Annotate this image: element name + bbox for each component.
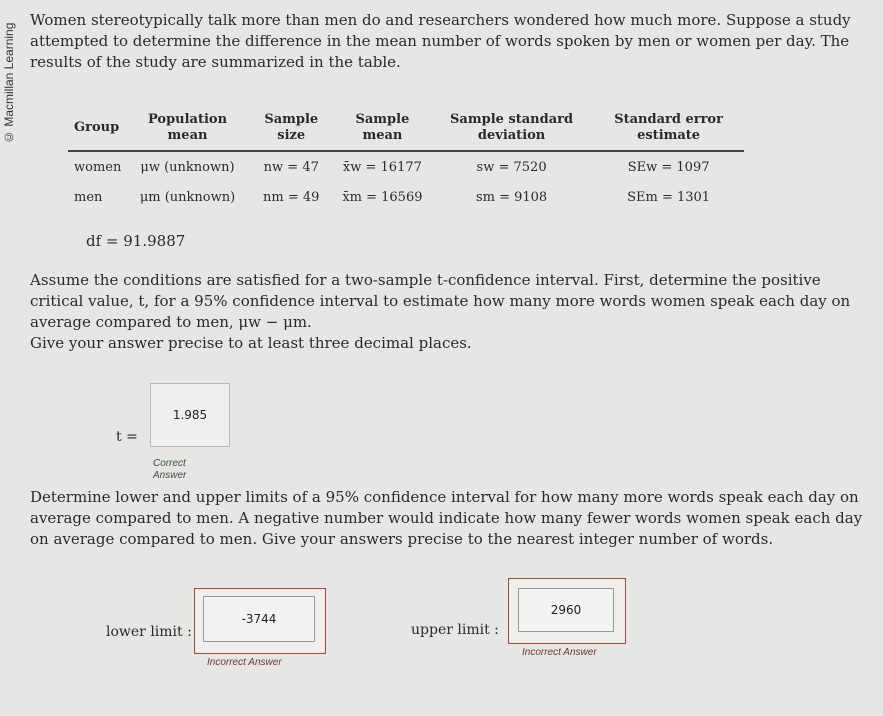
lower-limit-label: lower limit : [106,624,192,640]
problem-intro: Women stereotypically talk more than men do and researchers wondered how much more. Suppose a study attempted to determine the difference in the mean number of words spoken by men or women per day. The results of the study are summarized in the table. [30,11,851,71]
t-label: t = [116,429,138,445]
table-row [68,151,744,182]
table-row [68,182,744,212]
cell-population-mean: μm (unknown) [139,189,236,205]
summary-table [68,108,744,212]
cell-group: men [74,189,103,205]
cell-sample-mean: x̄m = 16569 [342,189,423,205]
header-group: Group [68,108,127,151]
cell-sample-mean: x̄w = 16177 [342,159,422,175]
header-sample-size: Sample size [248,108,335,151]
precision-instruction: Give your answer precise to at least three decimal places. [30,334,472,352]
cell-sample-sd: sm = 9108 [475,189,548,205]
cell-population-mean: μw (unknown) [140,159,235,175]
header-sample-mean: Sample mean [335,108,430,151]
header-population-mean: Population mean [127,108,247,151]
table-header-row [68,108,744,151]
confidence-interval-prompt: Determine lower and upper limits of a 95% confidence interval for how many more words speak each day on average compared to men. A negative number would indicate how many fewer words women speak each day on average compared to men. Give your answers precise to the nearest integer number of words. [30,488,863,548]
header-standard-error: Standard error estimate [593,108,744,151]
cell-sample-sd: sw = 7520 [476,159,547,175]
cell-group: women [74,159,122,175]
t-answer-input[interactable]: 1.985 [172,408,208,422]
upper-limit-status: Incorrect Answer [522,647,597,658]
upper-limit-label: upper limit : [411,622,499,638]
lower-limit-status: Incorrect Answer [207,657,282,668]
degrees-of-freedom: df = 91.9887 [86,232,186,250]
lower-limit-input[interactable]: -3744 [203,596,315,642]
cell-standard-error: SEw = 1097 [627,159,710,175]
copyright-credit: © Macmillan Learning [2,22,16,144]
cell-standard-error: SEm = 1301 [627,189,711,205]
upper-limit-input[interactable]: 2960 [518,588,614,632]
t-answer-status: Correct Answer [153,458,187,481]
cell-sample-size: nw = 47 [263,159,319,175]
header-sample-sd: Sample standard deviation [430,108,593,151]
critical-value-prompt: Assume the conditions are satisfied for a two-sample t-confidence interval. First, determine the positive critical value, t, for a 95% confidence interval to estimate how many more words women speak each day on average compared to men, μw − μm. [30,271,851,331]
cell-sample-size: nm = 49 [263,189,320,205]
